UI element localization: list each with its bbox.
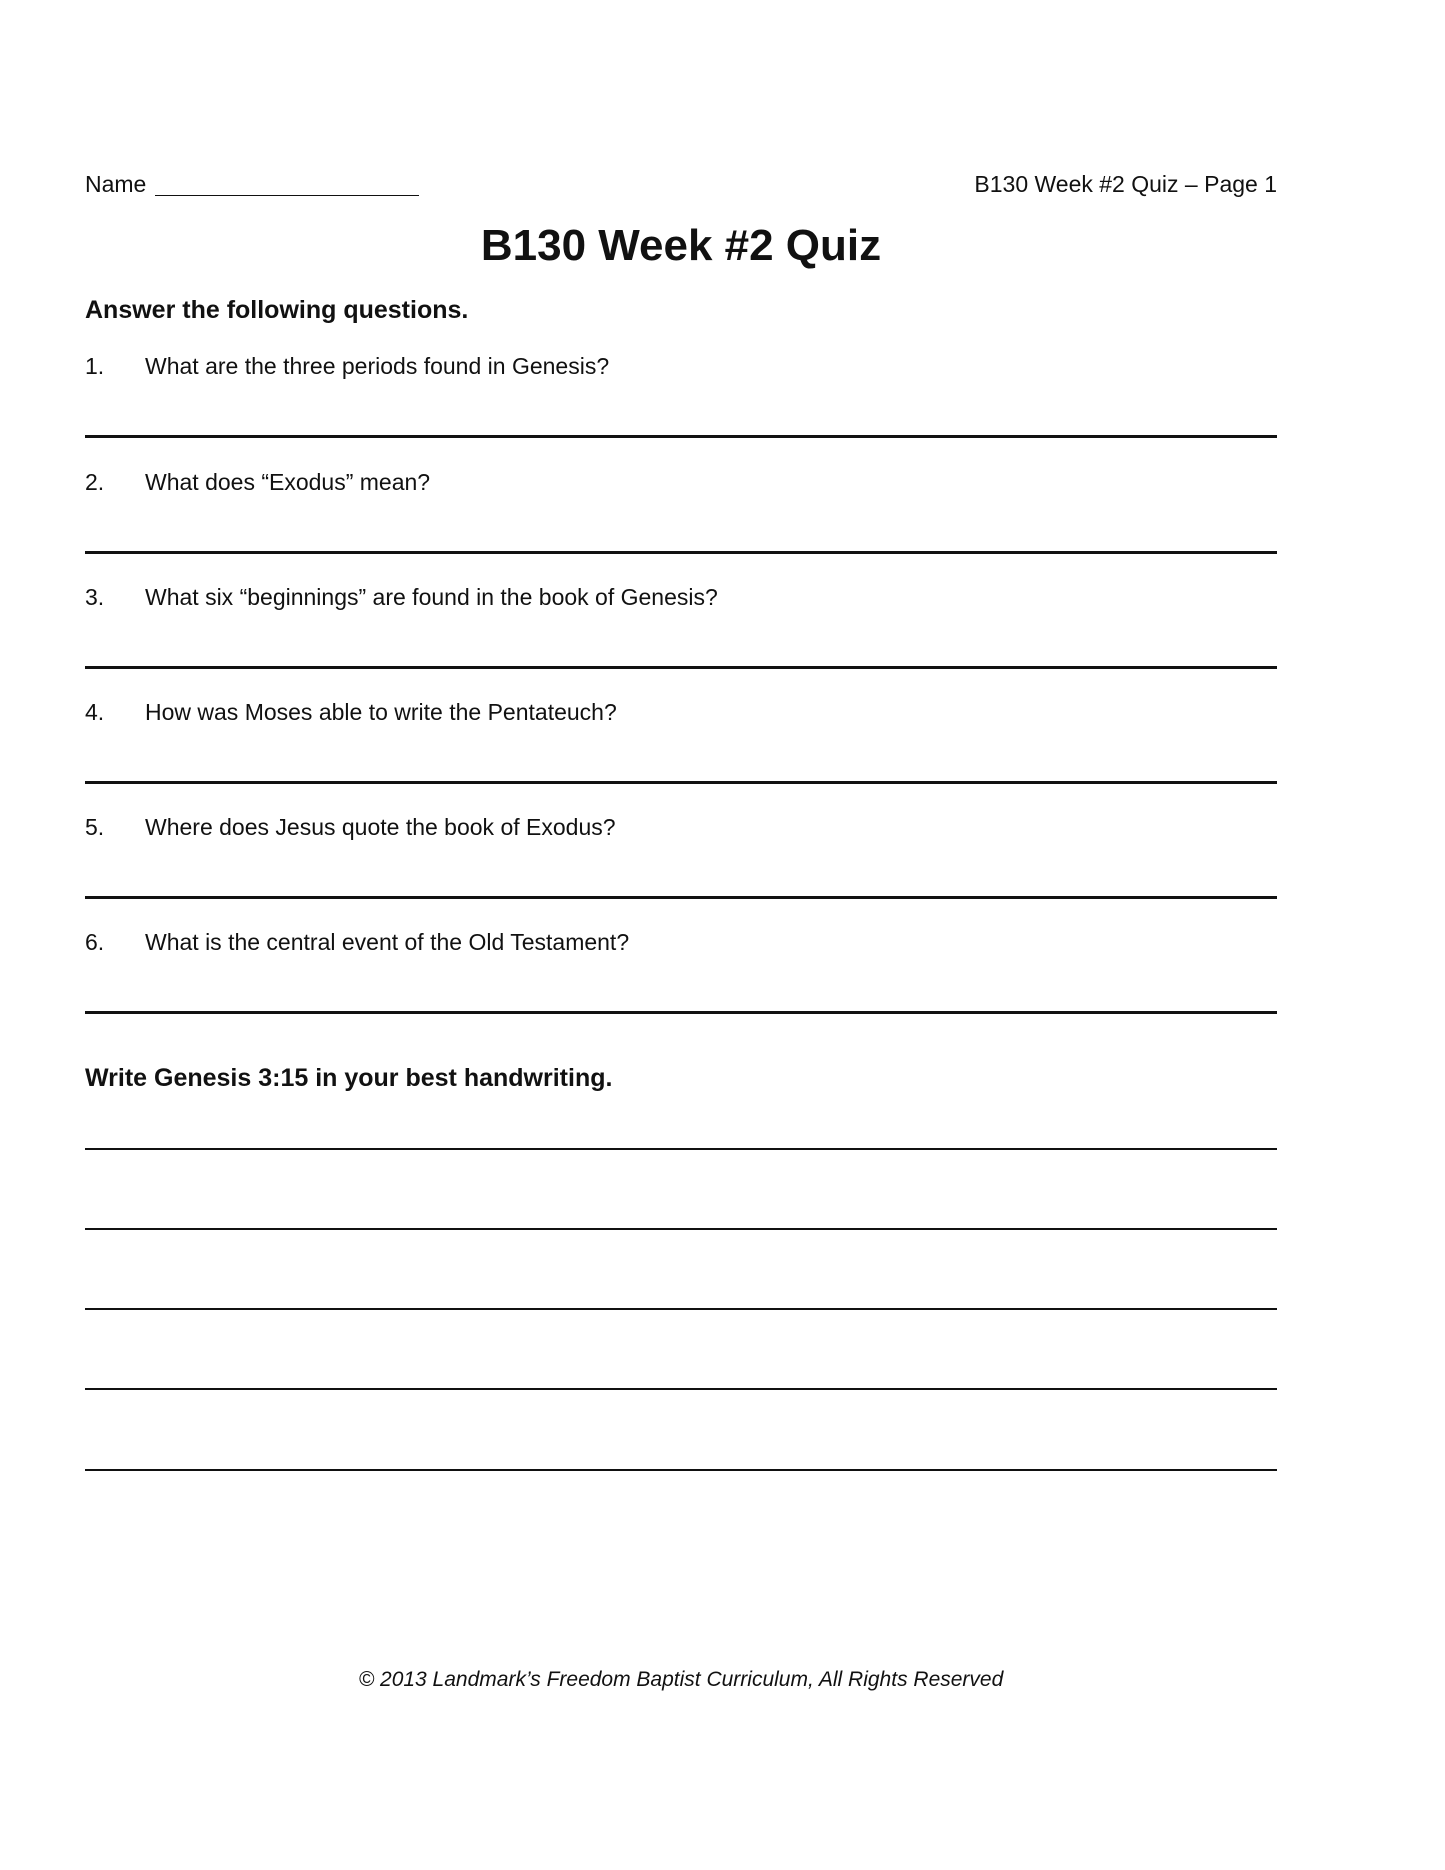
answer-line[interactable] — [85, 666, 1277, 669]
question-text: Where does Jesus quote the book of Exodus? — [145, 814, 616, 840]
question-text: How was Moses able to write the Pentateuch? — [145, 699, 617, 725]
question-number: 5. — [85, 814, 105, 840]
page-header — [85, 168, 1277, 200]
name-blank-line[interactable] — [155, 195, 419, 196]
question-text: What are the three periods found in Genesis? — [145, 353, 610, 379]
answer-line[interactable] — [85, 1011, 1277, 1014]
handwriting-line[interactable] — [85, 1388, 1277, 1390]
answer-line[interactable] — [85, 435, 1277, 438]
question-number: 4. — [85, 699, 105, 725]
question-text: What is the central event of the Old Testament? — [145, 929, 630, 955]
handwriting-line[interactable] — [85, 1148, 1277, 1150]
answer-line[interactable] — [85, 551, 1277, 554]
question-text: What six “beginnings” are found in the book of Genesis? — [145, 584, 718, 610]
question-number: 1. — [85, 353, 105, 379]
page-reference: B130 Week #2 Quiz – Page 1 — [974, 171, 1277, 197]
handwriting-instructions: Write Genesis 3:15 in your best handwriting. — [85, 1064, 613, 1092]
copyright-footer: © 2013 Landmark’s Freedom Baptist Curriculum, All Rights Reserved — [358, 1668, 1004, 1691]
question-text: What does “Exodus” mean? — [145, 469, 431, 495]
question-number: 3. — [85, 584, 105, 610]
questions-instructions: Answer the following questions. — [85, 296, 469, 324]
handwriting-line[interactable] — [85, 1308, 1277, 1310]
handwriting-line[interactable] — [85, 1469, 1277, 1471]
handwriting-line[interactable] — [85, 1228, 1277, 1230]
quiz-title: B130 Week #2 Quiz — [480, 221, 882, 270]
question-number: 6. — [85, 929, 105, 955]
name-label: Name — [85, 171, 147, 197]
answer-line[interactable] — [85, 781, 1277, 784]
question-number: 2. — [85, 469, 105, 495]
answer-line[interactable] — [85, 896, 1277, 899]
